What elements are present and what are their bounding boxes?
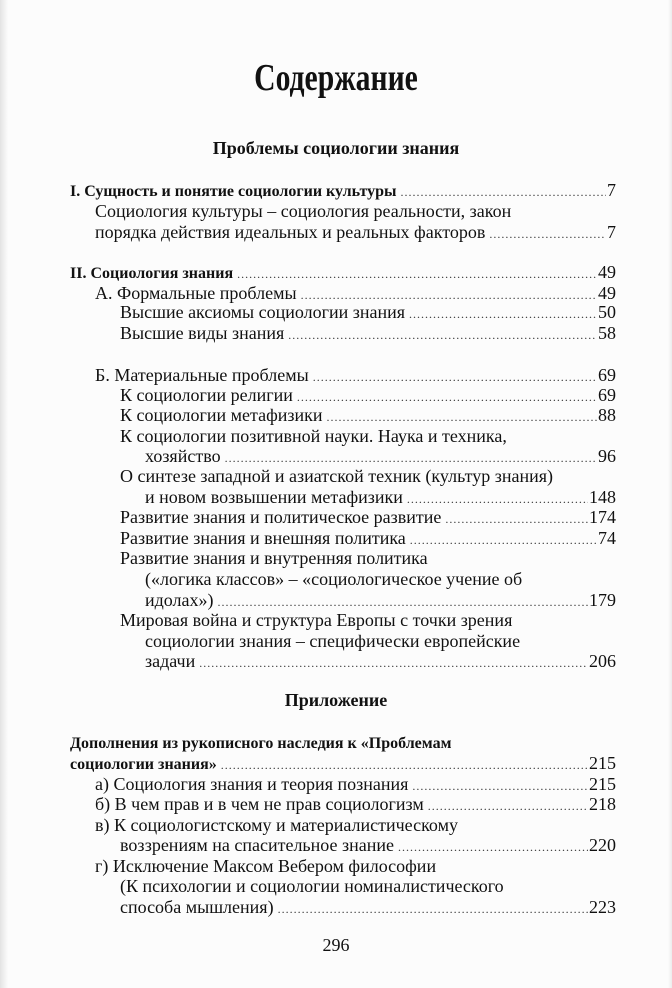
toc-entry-page: 174 xyxy=(589,507,616,527)
toc-entry xyxy=(0,486,672,508)
toc-entry-text: К социологии религии xyxy=(120,385,293,405)
toc-entry-page: 206 xyxy=(589,651,616,671)
toc-entry xyxy=(0,568,672,590)
toc-entry-page: 49 xyxy=(598,262,616,282)
toc-entry xyxy=(0,834,672,856)
page-number: 296 xyxy=(322,935,350,955)
toc-entry-page: 74 xyxy=(598,528,616,548)
page-title: Содержание xyxy=(254,57,418,99)
toc-entry-page: 148 xyxy=(589,487,616,507)
toc-entry-text: I. Сущность и понятие социологии культуры xyxy=(70,183,397,200)
toc-entry xyxy=(0,547,672,569)
toc-entry-page: 69 xyxy=(598,365,616,385)
toc-entry-page: 58 xyxy=(598,323,616,343)
toc-entry-text: б) В чем прав и в чем не прав социологизм xyxy=(95,794,424,814)
toc-entry-text: а) Социология знания и теория познания xyxy=(95,774,409,794)
toc-entry-text: Мировая война и структура Европы с точки зрения xyxy=(120,610,513,630)
toc-entry-text: Высшие виды знания xyxy=(120,323,285,343)
toc-entry xyxy=(0,322,672,344)
toc-entry-text: и новом возвышении метафизики xyxy=(145,487,403,507)
toc-entry xyxy=(0,221,672,243)
toc-entry-text: К социологии позитивной науки. Наука и техника, xyxy=(120,426,507,446)
toc-entry xyxy=(0,589,672,611)
section-title-appendix: Приложение xyxy=(284,690,388,710)
toc-entry-text: способа мышления) xyxy=(120,897,274,917)
toc-entry-page: 223 xyxy=(589,897,616,917)
toc-entry-text: воззрениям на спасительное знание xyxy=(120,835,394,855)
toc-entry-text: социологии знания» xyxy=(70,756,217,773)
toc-entry-page: 49 xyxy=(598,283,616,303)
toc-entry-text: порядка действия идеальных и реальных факторов xyxy=(95,222,486,242)
toc-entry xyxy=(0,261,672,283)
toc-entry-text: Б. Материальные проблемы xyxy=(95,365,309,385)
toc-entry-text: социологии знания – специфически европейские xyxy=(145,631,521,651)
toc-entry-page: 215 xyxy=(589,774,616,794)
toc-entry-page: 218 xyxy=(589,794,616,814)
toc-entry xyxy=(0,301,672,323)
toc-entry-page: 69 xyxy=(598,385,616,405)
toc-entry-text: Высшие аксиомы социологии знания xyxy=(120,302,406,322)
toc-entry-text: («логика классов» – «социологическое учение об xyxy=(145,569,523,589)
toc-entry-text: Развитие знания и политическое развитие xyxy=(120,507,442,527)
toc-entry xyxy=(0,875,672,897)
toc-entry xyxy=(0,855,672,877)
toc-entry xyxy=(0,650,672,672)
toc-entry-text: идолах») xyxy=(145,590,214,610)
section-title-problems: Проблемы социологии знания xyxy=(212,138,460,158)
toc-entry-text: Развитие знания и внешняя политика xyxy=(120,528,406,548)
toc-entry xyxy=(0,200,672,222)
toc-entry-page: 215 xyxy=(589,753,616,773)
toc-entry-page: 50 xyxy=(598,302,616,322)
toc-entry-page: 7 xyxy=(607,180,616,200)
toc-entry xyxy=(0,527,672,549)
toc-entry xyxy=(0,404,672,426)
toc-entry-text: хозяйство xyxy=(145,446,221,466)
toc-entry-page: 88 xyxy=(598,405,616,425)
toc-entry-text: в) К социологистскому и материалистическому xyxy=(95,815,458,835)
toc-entry xyxy=(0,179,672,201)
toc-entry-text: К социологии метафизики xyxy=(120,405,323,425)
toc-entry xyxy=(0,384,672,406)
toc-entry-text: II. Социология знания xyxy=(70,265,234,282)
toc-entry-text: (К психологии и социологии номиналистического xyxy=(120,876,504,896)
toc-entry-text: задачи xyxy=(145,651,196,671)
toc-entry xyxy=(0,364,672,386)
toc-entry xyxy=(0,425,672,447)
toc-entry-text: г) Исключение Максом Вебером философии xyxy=(95,856,437,876)
toc-entry xyxy=(0,630,672,652)
toc-entry-text: Социология культуры – социология реальности, закон xyxy=(95,201,512,221)
toc-entry-page: 220 xyxy=(589,835,616,855)
toc-entry-text: О синтезе западной и азиатской техник (культур знания) xyxy=(120,466,553,486)
toc-entry xyxy=(0,793,672,815)
toc-entry-text: Развитие знания и внутренняя политика xyxy=(120,548,428,568)
toc-entry xyxy=(0,814,672,836)
toc-entry-text: Дополнения из рукописного наследия к «Проблемам xyxy=(70,735,452,752)
toc-entry xyxy=(0,465,672,487)
toc-entry-page: 7 xyxy=(607,222,616,242)
toc-entry xyxy=(0,896,672,918)
toc-entry-page: 179 xyxy=(589,590,616,610)
toc-entry xyxy=(0,445,672,467)
toc-entry-page: 96 xyxy=(598,446,616,466)
toc-entry xyxy=(0,752,672,774)
toc-entry-text: А. Формальные проблемы xyxy=(95,283,297,303)
toc-entry xyxy=(0,773,672,795)
toc-entry xyxy=(0,506,672,528)
toc-entry xyxy=(0,609,672,631)
